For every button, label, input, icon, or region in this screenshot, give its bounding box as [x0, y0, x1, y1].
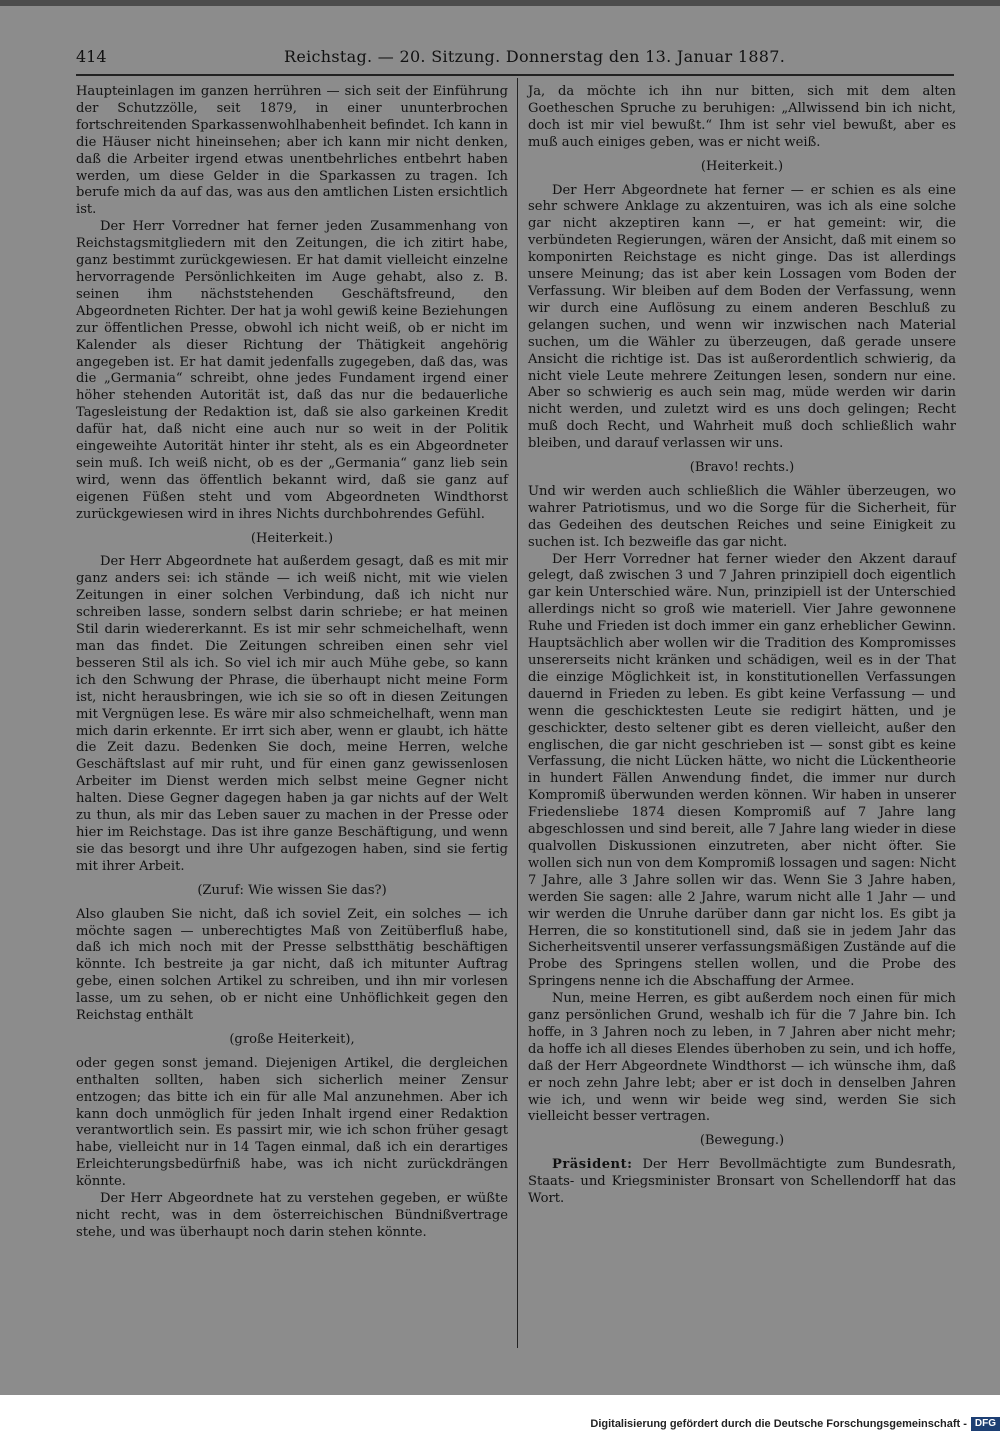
funding-credit: Digitalisierung gefördert durch die Deutsche Forschungsgemeinschaft - [590, 1418, 967, 1430]
paragraph: Und wir werden auch schließlich die Wähler überzeugen, wo wahrer Patriotismus, und wo die Sorge für die Sicherheit, für das Gedeihen des deutschen Reiches und seine Einigkeit zu suchen ist. Ich bezweifle das gar nicht. [528, 483, 956, 550]
president-statement [528, 1157, 956, 1208]
paragraph: Der Herr Abgeordnete hat außerdem gesagt, daß es mit mir ganz anders sei: ich stände — ich weiß nicht, mit wie vielen Zeitungen in einer solchen Verbindung, daß ich nicht nur schreiben lasse, sondern selbst darin schriebe; er hat meinen Stil darin wiedererkannt. Es ist mir sehr schmeichelhaft, wenn man das findet. Die Zeitungen schreiben einen sehr viel besseren Stil als ich. So viel ich mir auch Mühe gebe, so kann ich den Schwung der Phrase, die überhaupt nicht meine Form ist, nicht herausbringen, wie ich sie so oft in diesen Zeitungen mit Vergnügen lese. Es wäre mir also schmeichelhaft, wenn man mich darin erkennte. Er irrt sich aber, wenn er glaubt, ich hätte die Zeit dazu. Bedenken Sie doch, meine Herren, welche Geschäftslast auf mir ruht, und für einen ganz gewissenlosen Arbeiter im Dienst werden mich selbst meine Gegner nicht halten. Diese Gegner dagegen haben ja gar nichts auf der Welt zu thun, als mir das Leben sauer zu machen in der Presse oder hier im Reichstage. Das ist ihre ganze Beschäftigung, und wenn sie das besorgt und ihre Uhr aufgezogen haben, sind sie fertig mit ihrer Arbeit. [76, 554, 508, 874]
paragraph: Ja, da möchte ich ihn nur bitten, sich mit dem alten Goetheschen Spruche zu beruhigen: „Allwissend bin ich nicht, doch ist mir viel bewußt.“ Ihm ist sehr viel bewußt, aber es muß auch einiges geben, was er nicht weiß. [528, 84, 956, 150]
left-column [76, 84, 508, 1242]
paragraph: Haupteinlagen im ganzen herrühren — sich seit der Einführung der Schutzzölle, seit 1879, in einer ununterbrochen fortschreitenden Sparkassenwohlhabenheit befindet. Ich kann in die Häuser nicht hineinsehen; aber ich kann mir nicht denken, daß die Arbeiter irgend etwas unentbehrliches entbehrt haben werden, um diese Gelder in die Sparkassen zu tragen. Ich berufe mich da auf das, was aus den amtlichen Listen ersichtlich ist. [76, 84, 508, 218]
column-divider [517, 78, 518, 1348]
paragraph: Der Herr Abgeordnete hat zu verstehen gegeben, er wüßte nicht recht, was in dem österreichischen Bündnißvertrage stehe, und was überhaupt noch darin stehen könnte. [76, 1191, 508, 1240]
header-rule [76, 74, 954, 76]
running-title: Reichstag. — 20. Sitzung. Donnerstag den 13. Januar 1887. [284, 47, 786, 66]
paragraph: oder gegen sonst jemand. Diejenigen Artikel, die dergleichen enthalten sollten, haben sich sicherlich meiner Zensur entzogen; das bitte ich ein für alle Mal anzunehmen. Aber ich kann doch unmöglich für jeden Inhalt irgend einer Redaktion verantwortlich sein. Es passirt mir, wie ich schon früher gesagt habe, vielleicht nur in 14 Tagen einmal, daß ich ein derartiges Erleichterungsbedürfniß habe, was ich nicht zurückdrängen könnte. [76, 1055, 508, 1190]
page-number: 414 [76, 47, 107, 66]
paragraph: Nun, meine Herren, es gibt außerdem noch einen für mich ganz persönlichen Grund, weshalb ich für die 7 Jahre bin. Ich hoffe, in 3 Jahren noch zu leben, in 7 Jahren aber nicht mehr; da hoffe ich all dieses Elendes überhoben zu sein, und ich hoffe, daß der Herr Abgeordnete Windthorst — ich wünsche ihm, daß er noch zehn Jahre lebt; aber er ist doch in denselben Jahren wie ich, und wenn wir beide weg sind, werden Sie sich vielleicht besser vertragen. [528, 991, 956, 1125]
speaker-label: Präsident: [552, 1157, 633, 1173]
paragraph: Der Herr Abgeordnete hat ferner — er schien es als eine sehr schwere Anklage zu akzentuiren, was ich als eine solche gar nicht akzeptiren kann —, er hat gemeint: wir, die verbündeten Regierungen, wären der Ansicht, daß mit einem so komponirten Reichstage es nicht ginge. Das ist allerdings unsere Meinung; das ist aber kein Lossagen vom Boden der Verfassung. Wir bleiben auf dem Boden der Verfassung, wenn wir durch eine Auflösung zu einem anderen Beschluß zu gelangen suchen, und wenn wir inzwischen nach Material suchen, um die Wähler zu überzeugen, daß gerade unsere Ansicht die richtige ist. Das ist außerordentlich schwierig, da nicht viele Leute mehrere Zeitungen lesen, sondern nur eine. Aber so schwierig es auch sein mag, müde werden wir darin nicht werden, und zuletzt wird es uns doch gelingen; Recht muß doch Recht, und Wahrheit muß doch schließlich wahr bleiben, und darauf verlassen wir uns. [528, 182, 956, 452]
speaker-text: Der Herr Bevollmächtigte zum Bundesrath, Staats- und Kriegsminister Bronsart von Schellendorff hat das Wort. [528, 1157, 956, 1207]
interjection: (Heiterkeit.) [250, 530, 334, 546]
scan-top-edge [0, 0, 1000, 6]
interjection: (große Heiterkeit), [229, 1031, 355, 1047]
right-column [528, 84, 956, 1208]
interjection: (Bravo! rechts.) [689, 460, 795, 476]
interjection: (Zuruf: Wie wissen Sie das?) [197, 882, 387, 898]
paragraph: Der Herr Vorredner hat ferner jeden Zusammenhang von Reichstagsmitgliedern mit den Zeitungen, die ich zitirt habe, ganz bestimmt zurückgewiesen. Er hat damit vielleicht einzelne hervorragende Persönlichkeiten im Auge gehabt, also z. B. seinen ihm nächststehenden Geschäftsfreund, den Abgeordneten Richter. Der hat ja wohl gewiß keine Beziehungen zur öffentlichen Presse, obwohl ich nicht weiß, ob er nicht im Kalender als dieser Richtung der Thätigkeit angehörig angegeben ist. Er hat damit jedenfalls zugegeben, daß das, was die „Germania“ schreibt, ohne jedes Fundament irgend einer höher stehenden Autorität ist, daß das nur die bedauerliche Tagesleistung der Redaktion ist, daß sie also garkeinen Kredit dafür hat, daß nicht eine auch nur so weit in der Politik eingeweihte Autorität hinter ihr steht, als es ein Abgeordneter sein muß. Ich weiß nicht, ob es der „Germania“ ganz lieb sein wird, wenn das öffentlich bekannt wird, daß sie ganz auf eigenen Füßen steht und vom Abgeordneten Windthorst zurückgewiesen wird in ihres Nichts durchbohrendes Gefühl. [76, 219, 508, 522]
paragraph: Also glauben Sie nicht, daß ich soviel Zeit, ein solches — ich möchte sagen — unberechtigtes Maß von Zeitüberfluß habe, daß ich mich noch mit der Presse selbstthätig beschäftigen könnte. Ich bestreite ja gar nicht, daß ich mitunter Auftrag gebe, einen solchen Artikel zu schreiben, und ihn mir vorlesen lasse, um zu sehen, ob er nicht eine Unhöflichkeit gegen den Reichstag enthält [76, 906, 508, 1024]
footer-credit [590, 1416, 1000, 1432]
page-header [76, 42, 954, 72]
interjection: (Bewegung.) [699, 1133, 785, 1149]
interjection: (Heiterkeit.) [700, 158, 784, 174]
paragraph: Der Herr Vorredner hat ferner wieder den Akzent darauf gelegt, daß zwischen 3 und 7 Jahren prinzipiell doch eigentlich gar kein Unterschied wäre. Nun, prinzipiell ist der Unterschied allerdings nicht so groß wie materiell. Vier Jahre gewonnene Ruhe und Frieden ist doch immer ein ganz erheblicher Gewinn. Hauptsächlich aber wollen wir die Tradition des Kompromisses unsererseits nicht kränken und schädigen, weil es in der That die einzige Möglichkeit ist, in konstitutionellen Verfassungen dauernd in Frieden zu leben. Es gibt keine Verfassung — und wenn die geschicktesten Leute sie redigirt hätten, und je geschickter, desto seltener gibt es deren vielleicht, außer den englischen, die gar nicht geschrieben ist — sonst gibt es keine Verfassung, die nicht Lücken hätte, wo nicht die Lückentheorie in hundert Fällen Anwendung findet, die immer nur durch Kompromiß überwunden werden können. Wir haben in unserer Friedensliebe 1874 diesen Kompromiß auf 7 Jahre lang abgeschlossen und sind bereit, alle 7 Jahre lang wieder in diese qualvollen Diskussionen einzutreten, aber nicht öfter. Sie wollen sich nun von dem Kompromiß lossagen und sagen: Nicht 7 Jahre, alle 3 Jahre sollen wir das. Wenn Sie 3 Jahre haben, werden Sie sagen: alle 2 Jahre, warum nicht alle 1 Jahr — und wir werden die Unruhe darüber dann gar nicht los. Es gibt ja Herren, die so konstitutionell sind, daß sie in jedem Jahr das Sicherheitsventil unserer verfassungsmäßigen Zustände auf die Probe des Springens stellen wollen, und die Probe des Springens nenne ich die Abschaffung der Armee. [528, 551, 956, 990]
dfg-logo: DFG [971, 1417, 1000, 1431]
